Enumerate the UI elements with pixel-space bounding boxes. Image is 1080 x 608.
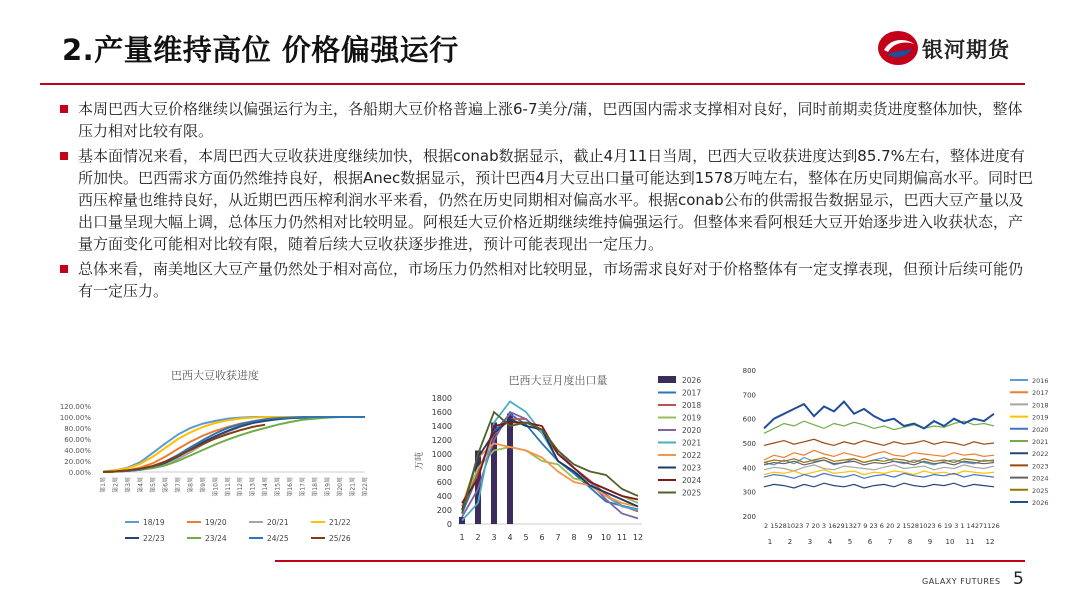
x-tick-label: 9 <box>587 533 593 542</box>
x-tick-label: 第10周 <box>212 477 220 497</box>
legend-label: 20/21 <box>267 518 289 527</box>
chart-title: 巴西大豆收获进度 <box>171 369 259 382</box>
legend-label: 2020 <box>682 426 702 435</box>
x-tick-label: 1 <box>767 538 773 546</box>
export-volume-chart <box>400 362 710 552</box>
x-tick-label: 3 <box>807 538 813 546</box>
y-tick-label: 20.00% <box>64 458 91 466</box>
legend-label: 25/26 <box>329 534 351 543</box>
x-tick-label: 4 <box>507 533 513 542</box>
slide-title: 2.产量维持高位 价格偏强运行 <box>62 33 459 67</box>
x-tick-label: 第17周 <box>299 477 307 497</box>
x-tick-label: 第15周 <box>274 477 282 497</box>
x-tick-label: 5 <box>847 538 853 546</box>
logo-mark-icon <box>876 28 920 68</box>
series-line <box>764 421 994 433</box>
x-tick-label: 第4周 <box>137 477 145 493</box>
x-tick-label: 8 <box>571 533 577 542</box>
bar-2026 <box>507 414 513 524</box>
legend-label: 2023 <box>1032 462 1049 471</box>
legend-label: 24/25 <box>267 534 289 543</box>
x-tick-label: 第9周 <box>199 477 207 493</box>
x-tick-label: 10 <box>600 533 612 542</box>
series-line <box>764 483 994 488</box>
legend-label: 2017 <box>682 388 702 398</box>
x-tick-label: 第6周 <box>162 477 170 493</box>
x-tick-label: 第2周 <box>112 477 120 493</box>
legend-label: 2020 <box>1032 425 1049 434</box>
legend-label: 2021 <box>682 438 702 448</box>
bullet-item <box>58 145 1033 255</box>
x-tick-detail: 2 15281023 7 20 3 16291327 9 23 6 20 2 15281023 6 19 3 1 14271126 <box>764 522 1000 530</box>
header-rule <box>40 83 1025 85</box>
series-line <box>764 465 994 471</box>
y-tick-label: 1400 <box>431 422 452 431</box>
y-tick-label: 800 <box>436 464 452 473</box>
legend-label: 21/22 <box>329 518 351 527</box>
x-tick-label: 7 <box>887 538 893 546</box>
bullet-item <box>58 98 1033 142</box>
x-tick-label: 3 <box>491 533 497 542</box>
legend-label: 2025 <box>1032 486 1049 495</box>
y-axis-label: 万吨 <box>415 451 425 471</box>
y-tick-label: 800 <box>742 367 756 375</box>
legend-label: 2019 <box>1032 413 1049 422</box>
x-tick-label: 10 <box>945 538 955 546</box>
legend-label: 2024 <box>1032 474 1049 483</box>
series-line <box>764 470 994 475</box>
x-tick-label: 11 <box>965 538 975 546</box>
chart-title: 巴西大豆月度出口量 <box>508 374 608 387</box>
bullet-text: 基本面情况来看，本周巴西大豆收获进度继续加快，根据conab数据显示，截止4月11日当周，巴西大豆收获进度达到85.7%左右，整体进度有所加快。巴西需求方面仍然维持良好，根据Anec数据显示，预计巴西4月大豆出口量可能达到1578万吨左右，整体在历史同期偏高水平。同时巴西压榨量也维持良好，从近期巴西压榨利润水平来看，仍然在历史同期相对偏高水平。根据conab公布的供需报告数据显示，巴西大豆产量以及出口量呈现大幅上调，总体压力仍然相对比较明显。阿根廷大豆价格近期继续维持偏强运行。但整体来看阿根廷大豆开始逐步进入收获状态，产量方面变化可能相对比较有限，随着后续大豆收获逐步推进，预计可能表现出一定压力。 <box>78 147 1033 253</box>
legend-label: 2022 <box>1032 450 1049 459</box>
y-tick-label: 100.00% <box>59 414 91 422</box>
harvest-progress-chart <box>55 358 375 553</box>
x-tick-label: 12 <box>985 538 995 546</box>
y-tick-label: 600 <box>436 478 452 487</box>
bullet-list <box>58 98 1033 305</box>
page-number: 5 <box>1013 569 1024 589</box>
x-tick-label: 1 <box>459 533 465 542</box>
legend-label: 2026 <box>1032 499 1049 507</box>
x-tick-label: 第18周 <box>312 477 320 497</box>
bullet-square-icon <box>60 152 68 160</box>
x-tick-label: 12 <box>632 533 644 542</box>
x-tick-label: 6 <box>867 538 873 546</box>
y-tick-label: 1000 <box>431 450 452 459</box>
y-tick-label: 200 <box>436 506 452 515</box>
legend-label: 2018 <box>682 401 702 410</box>
x-tick-label: 第3周 <box>125 477 132 493</box>
legend-label: 2024 <box>682 476 702 485</box>
x-tick-label: 5 <box>523 533 529 542</box>
bullet-item <box>58 258 1033 302</box>
y-tick-label: 400 <box>742 464 756 473</box>
x-tick-label: 第21周 <box>349 477 357 497</box>
y-tick-label: 1200 <box>431 436 452 445</box>
legend-label: 2025 <box>682 488 702 498</box>
y-tick-label: 0 <box>446 520 452 529</box>
bullet-text: 本周巴西大豆价格继续以偏强运行为主，各船期大豆价格普遍上涨6-7美分/蒲，巴西国内需求支撑相对良好，同时前期卖货进度整体加快，整体压力相对比较有限。 <box>78 100 1023 140</box>
x-tick-label: 第19周 <box>324 477 332 497</box>
y-tick-label: 300 <box>742 488 756 497</box>
x-tick-label: 6 <box>539 533 545 542</box>
y-tick-label: 200 <box>742 513 756 521</box>
y-tick-label: 80.00% <box>64 425 91 433</box>
x-tick-label: 第13周 <box>249 477 257 497</box>
series-line <box>764 439 994 445</box>
series-line <box>764 473 994 478</box>
y-tick-label: 120.00% <box>59 403 91 411</box>
x-tick-label: 2 <box>787 538 793 546</box>
legend-label: 22/23 <box>143 534 165 543</box>
x-tick-label: 第5周 <box>149 477 157 493</box>
x-tick-label: 第8周 <box>187 477 195 493</box>
x-tick-label: 2 <box>475 533 481 542</box>
y-tick-label: 0.00% <box>68 469 91 477</box>
x-tick-label: 8 <box>907 538 913 546</box>
x-tick-label: 第16周 <box>287 477 295 497</box>
y-tick-label: 500 <box>742 440 756 448</box>
y-tick-label: 400 <box>436 492 452 501</box>
footer-brand: GALAXY FUTURES <box>922 577 1001 586</box>
legend-label: 2021 <box>1032 438 1049 446</box>
y-tick-label: 40.00% <box>64 447 91 455</box>
logo <box>876 28 1046 68</box>
legend-label: 19/20 <box>205 518 227 527</box>
footer-rule <box>275 560 1025 562</box>
x-tick-label: 7 <box>555 533 561 542</box>
y-tick-label: 600 <box>742 415 756 424</box>
legend-label: 2017 <box>1032 389 1049 398</box>
x-tick-label: 第22周 <box>362 477 369 497</box>
price-spread-chart <box>738 360 1068 552</box>
y-tick-label: 1600 <box>431 408 452 417</box>
x-tick-label: 9 <box>927 538 933 546</box>
x-tick-label: 第7周 <box>174 477 182 493</box>
legend-label: 2019 <box>682 413 702 423</box>
logo-text: 银河期货 <box>922 38 1010 62</box>
x-tick-label: 第20周 <box>337 477 344 497</box>
legend-label: 18/19 <box>143 518 165 527</box>
x-tick-label: 第1周 <box>100 477 107 493</box>
y-tick-label: 60.00% <box>64 436 91 444</box>
x-tick-label: 第12周 <box>237 477 245 497</box>
legend-label: 2023 <box>682 463 702 473</box>
legend-label: 2016 <box>1032 377 1049 385</box>
legend-swatch <box>658 376 676 383</box>
bullet-square-icon <box>60 265 68 273</box>
bullet-text: 总体来看，南美地区大豆产量仍然处于相对高位，市场压力仍然相对比较明显，市场需求良好对于价格整体有一定支撑表现，但预计后续可能仍有一定压力。 <box>78 260 1024 300</box>
legend-label: 2022 <box>682 451 702 460</box>
y-tick-label: 700 <box>742 391 756 400</box>
x-tick-label: 4 <box>827 538 833 546</box>
x-tick-label: 第11周 <box>224 477 232 497</box>
bullet-square-icon <box>60 105 68 113</box>
x-tick-label: 11 <box>616 533 628 542</box>
legend-label: 23/24 <box>205 534 227 543</box>
legend-label: 2018 <box>1032 401 1049 410</box>
y-tick-label: 1800 <box>431 394 452 403</box>
x-tick-label: 第14周 <box>262 477 270 497</box>
legend-label: 2026 <box>682 376 702 385</box>
